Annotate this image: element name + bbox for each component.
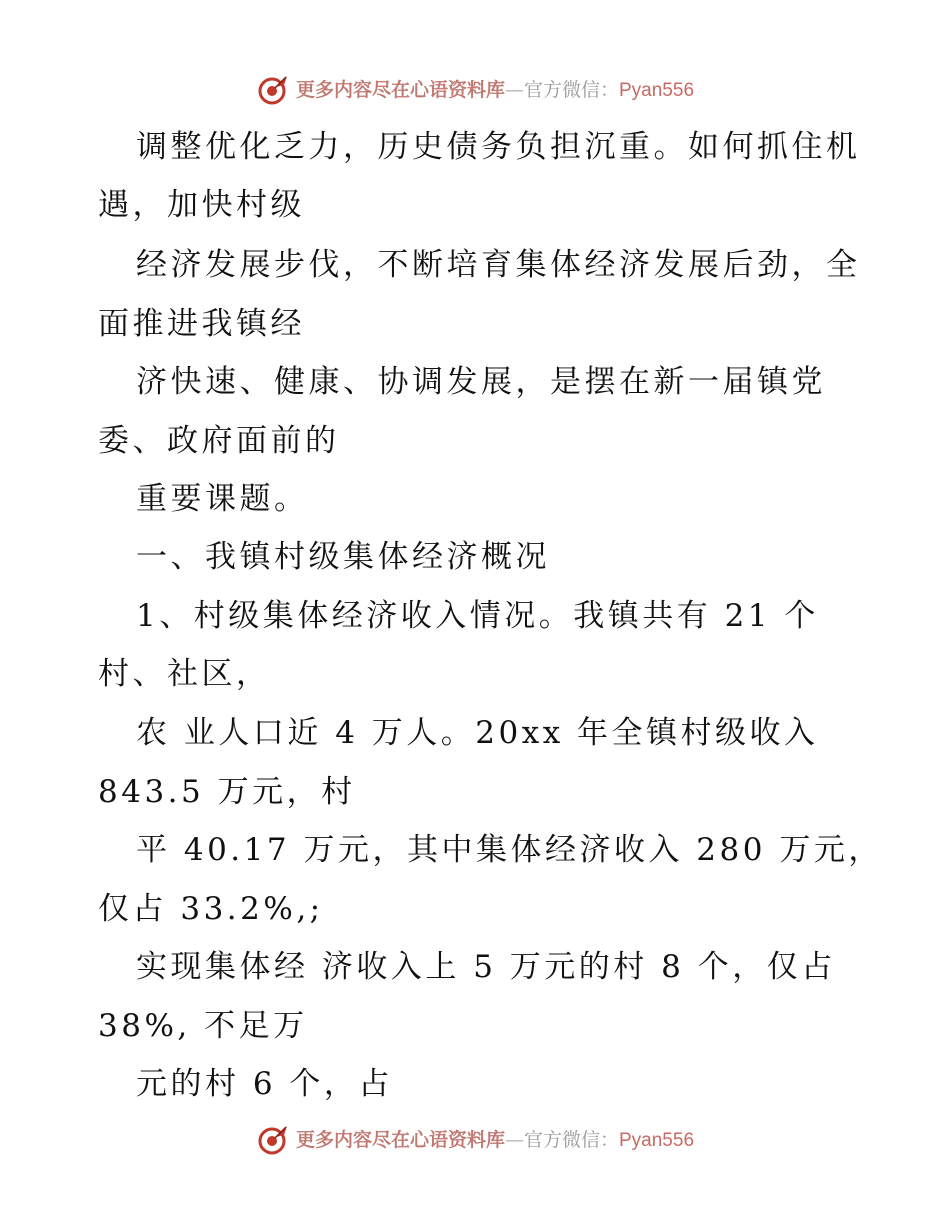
quill-circle-logo-icon (256, 1123, 290, 1157)
text-line: 1、村级集体经济收入情况。我镇共有 21 个 (136, 598, 819, 634)
watermark-main-text: 更多内容尽在心语资料库 (295, 78, 505, 101)
watermark-sub-text: 官方微信： (523, 1128, 619, 1151)
text-line: 38%, 不足万 (98, 1008, 308, 1044)
text-line: 实现集体经 济收入上 5 万元的村 8 个，仅占 (136, 949, 836, 985)
watermark-main-text: 更多内容尽在心语资料库 (295, 1128, 505, 1151)
text-line: 调整优化乏力，历史债务负担沉重。如何抓住机 (136, 129, 861, 165)
text-line: 843.5 万元，村 (98, 774, 356, 810)
watermark-text (295, 78, 695, 101)
text-line: 遇，加快村级 (98, 187, 305, 223)
watermark-dash: — (504, 1128, 524, 1151)
watermark-sub-text: 官方微信： (523, 78, 619, 101)
text-line: 委、政府面前的 (98, 423, 340, 459)
watermark-banner-bottom (0, 1120, 950, 1160)
text-line: 农 业人口近 4 万人。20xx 年全镇村级收入 (136, 715, 819, 751)
watermark-banner-top (0, 70, 950, 110)
text-line: 经济发展步伐，不断培育集体经济发展后劲，全 (136, 247, 861, 283)
text-line: 村、社区， (98, 656, 271, 692)
text-line: 平 40.17 万元，其中集体经济收入 280 万元， (136, 832, 883, 868)
watermark-text (295, 1128, 695, 1151)
text-line: 仅占 33.2%,; (98, 891, 324, 927)
text-line: 重要课题。 (136, 481, 309, 517)
quill-circle-logo-icon (256, 73, 290, 107)
watermark-dash: — (504, 78, 524, 101)
text-line: 济快速、健康、协调发展，是摆在新一届镇党 (136, 364, 826, 400)
section-heading: 一、我镇村级集体经济概况 (136, 539, 550, 575)
text-line: 面推进我镇经 (98, 306, 305, 342)
watermark-wechat-id: Pyan556 (619, 79, 695, 101)
watermark-wechat-id: Pyan556 (619, 1129, 695, 1151)
text-line: 元的村 6 个，占 (136, 1066, 393, 1102)
